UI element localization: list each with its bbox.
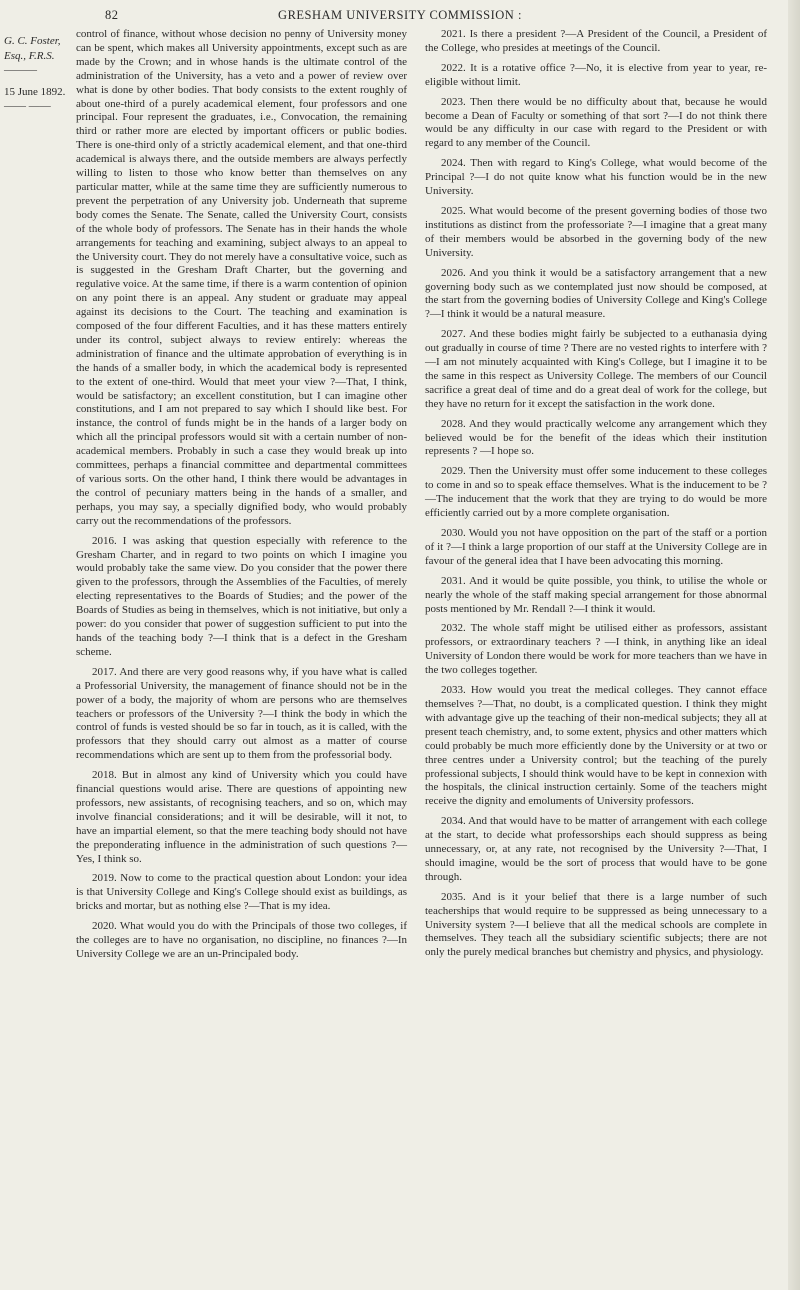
paragraph: 2016. I was asking that question especially with reference to the Gresham Charter, and in regard to two points on which I imagine you would probably take the same view. Do you consider that the power there given to the professors, through the Assemblies of the Faculties, of merely electing representatives to the Boards of Studies; and the power of the Boards of Studies as being in themselves, which is not initiative, but only a power: do you consider that power of suggestion sufficient to put into the hands of the teaching body ?—I think that is a defect in the Gresham scheme. <box>76 534 407 658</box>
paragraph: 2025. What would become of the present governing bodies of those two institutions as distinct from the professoriate ?—I imagine that a great many of their members would be absorbed in the governing body of the new University. <box>425 204 767 259</box>
margin-note <box>4 34 70 114</box>
margin-dash: —— —— <box>4 100 51 112</box>
paragraph: 2027. And these bodies might fairly be subjected to a euthanasia dying out gradually in course of time ? There are no vested rights to interfere with ?—I am not minutely acquainted with King's College, but I imagine it to be the same in this respect as University College. The members of our Council sacrifice a great deal of time and do a great deal of work for the college, but they have no return for it except the satisfaction in the work done. <box>425 328 767 410</box>
margin-dash-top: ——— <box>4 64 37 76</box>
paragraph: 2023. Then there would be no difficulty about that, because he would become a Dean of Faculty or something of that sort ?—I do not think there would be any difficulty in our case with regard to the President or with regard to any member of the Council. <box>425 95 767 150</box>
running-title: GRESHAM UNIVERSITY COMMISSION : <box>278 8 522 22</box>
page-number: 82 <box>105 8 119 22</box>
paragraph: 2026. And you think it would be a satisfactory arrangement that a new governing body such as we contemplated just now should be composed, at the start from the governing bodies of University College and King's College ?—I think it would be a natural measure. <box>425 266 767 321</box>
right-column <box>425 28 767 966</box>
paragraph: 2030. Would you not have opposition on the part of the staff or a portion of it ?—I think a large proportion of our staff at the University College are in favour of the general idea that I have been advocating this morning. <box>425 527 767 567</box>
page-edge <box>788 0 800 1290</box>
paragraph: 2033. How would you treat the medical colleges. They cannot efface themselves ?—That, no doubt, is a complicated question. I think they might with advantage give up the teaching of their non-medical subjects; they all at present teach chemistry, and, to some extent, physics and other matters which could probably be much more efficiently done by the University or at two or three centres under a University control; but the teaching of the purely professional subjects, I should think would have to be kept in connexion with the hospitals, the clinical instruction certainly. Some of the teachers might receive the dignity and emoluments of University professors. <box>425 684 767 808</box>
paragraph: 2020. What would you do with the Principals of those two colleges, if the colleges are to have no organisation, no discipline, no finances ?—In University College we are an un-Principaled body. <box>76 920 407 960</box>
paragraph: 2034. And that would have to be matter of arrangement with each college at the start, to decide what professorships each should suppress as being unnecessary, or, at any rate, not recognised by the University ?—That, I should imagine, would be the sort of process that would have to be gone through. <box>425 815 767 883</box>
left-column <box>76 28 407 968</box>
paragraph: 2018. But in almost any kind of University which you could have financial questions would arise. There are questions of appointing new professors, new assistants, of recognising teachers, and so on, which may involve financial considerations; and it will be desirable, will it not, to have an impartial element, so that the mere teaching body should not have the preponderating influence in the administration of such questions ?—Yes, I think so. <box>76 769 407 865</box>
paragraph: 2024. Then with regard to King's College, what would become of the Principal ?—I do not quite know what his function would be in the new University. <box>425 157 767 198</box>
paragraph: 2028. And they would practically welcome any arrangement which they believed would be for the benefit of the ideas which their institution represents ? —I hope so. <box>425 417 767 458</box>
witness-name: G. C. Foster, Esq., F.R.S. <box>4 35 61 62</box>
paragraph: 2022. It is a rotative office ?—No, it is elective from year to year, re-eligible without limit. <box>425 61 767 88</box>
paragraph: control of finance, without whose decision no penny of University money can be spent, which makes all University appointments, except such as are made by the Crown; and in whose hands is the ultimate control of the administration of the University, has a veto and a power of review over what is done by other bodies. That body consists to the extent roughly of about one-third of a purely academical element, four professors and one principal. Four represent the graduates, i.e., Convocation, the remaining third or rather more are elected by important officers or public bodies. There is one-third only of a strictly academical element, and that one-third academical is always there, and the outside members are always perfectly willing to listen to those who know better than themselves on any particular matter, while at the same time they are sufficiently numerous to prevent the perpetration of any University job. Underneath that supreme body comes the Senate. The Senate, called the University Court, consists of the whole body of professors. The Senate has in their hands the whole arrangements for teaching and examining, subject always to an appeal to the University court. They do not merely have a consultative voice, such as is suggested in the Gresham Draft Charter, but the governing and regulative voice. At the same time, if there is a warm contention of opinion on any point there is an appeal. Any student or graduate may appeal against its decisions to the Court. The teaching and examination is composed of the four different Faculties, and it has these matters entirely under its control, subject always to review entirely: whereas the administration of finance and the ultimate approbation of everything is in the hands of a smaller body, in which the academical body is represented to the extent of one-third. Would that meet your view ?—That, I think, would be satisfactory; an excellent constitution, but I can imagine other constitutions, and I am not prepared to say which I should like best. For instance, the control of funds might be in the hands of a larger body on which all the principal professors would sit with a certain number of non-academical members. Probably in such a case they would break up into committees, perhaps a financial committee and departmental committees of various sorts. On the other hand, I think there would be advantages in the control of pecuniary matters being in the hands of a smaller, and perhaps, you may say, a specially dignified body, who would probably carry out the recommendations of the professors. <box>76 28 407 527</box>
paragraph: 2031. And it would be quite possible, you think, to utilise the whole or nearly the whole of the staff making special arrangement for those abnormal posts mentioned by Mr. Rendall ?—I think it would. <box>425 574 767 615</box>
paragraph: 2032. The whole staff might be utilised either as professors, assistant professors, or extraordinary teachers ? —I think, in anything like an ideal University of London there would be work for more teachers than we have in the two colleges together. <box>425 622 767 677</box>
paragraph: 2035. And is it your belief that there is a large number of such teacherships that would require to be suppressed as being unnecessary to a University system ?—I believe that all the medical schools are complete in themselves. They teach all the subsidiary scientific subjects; there are not only the purely medical branches but chemistry and physics, and physiology. <box>425 890 767 959</box>
paragraph: 2017. And there are very good reasons why, if you have what is called a Professorial University, the management of finance should not be in the power of a body, the majority of whom are persons who are themselves teachers or professors of the University ?—I think the body in which the control of funds is vested should be so far in touch, as it is called, with the professors that they should carry out almost as a matter of course recommendations which are sent up to them from the professorial body. <box>76 665 407 762</box>
paragraph: 2019. Now to come to the practical question about London: your idea is that University College and King's College should exist as buildings, as bricks and mortar, but as nothing else ?—That is my idea. <box>76 872 407 913</box>
paragraph: 2021. Is there a president ?—A President of the Council, a President of the College, who presides at meetings of the Council. <box>425 28 767 54</box>
paragraph: 2029. Then the University must offer some inducement to these colleges to come in and so to speak efface themselves. What is the inducement to be ?—The inducement that the work that they are trying to do would be more efficiently carried out by a more complete organisation. <box>425 465 767 520</box>
evidence-date: 15 June 1892. <box>4 85 66 98</box>
